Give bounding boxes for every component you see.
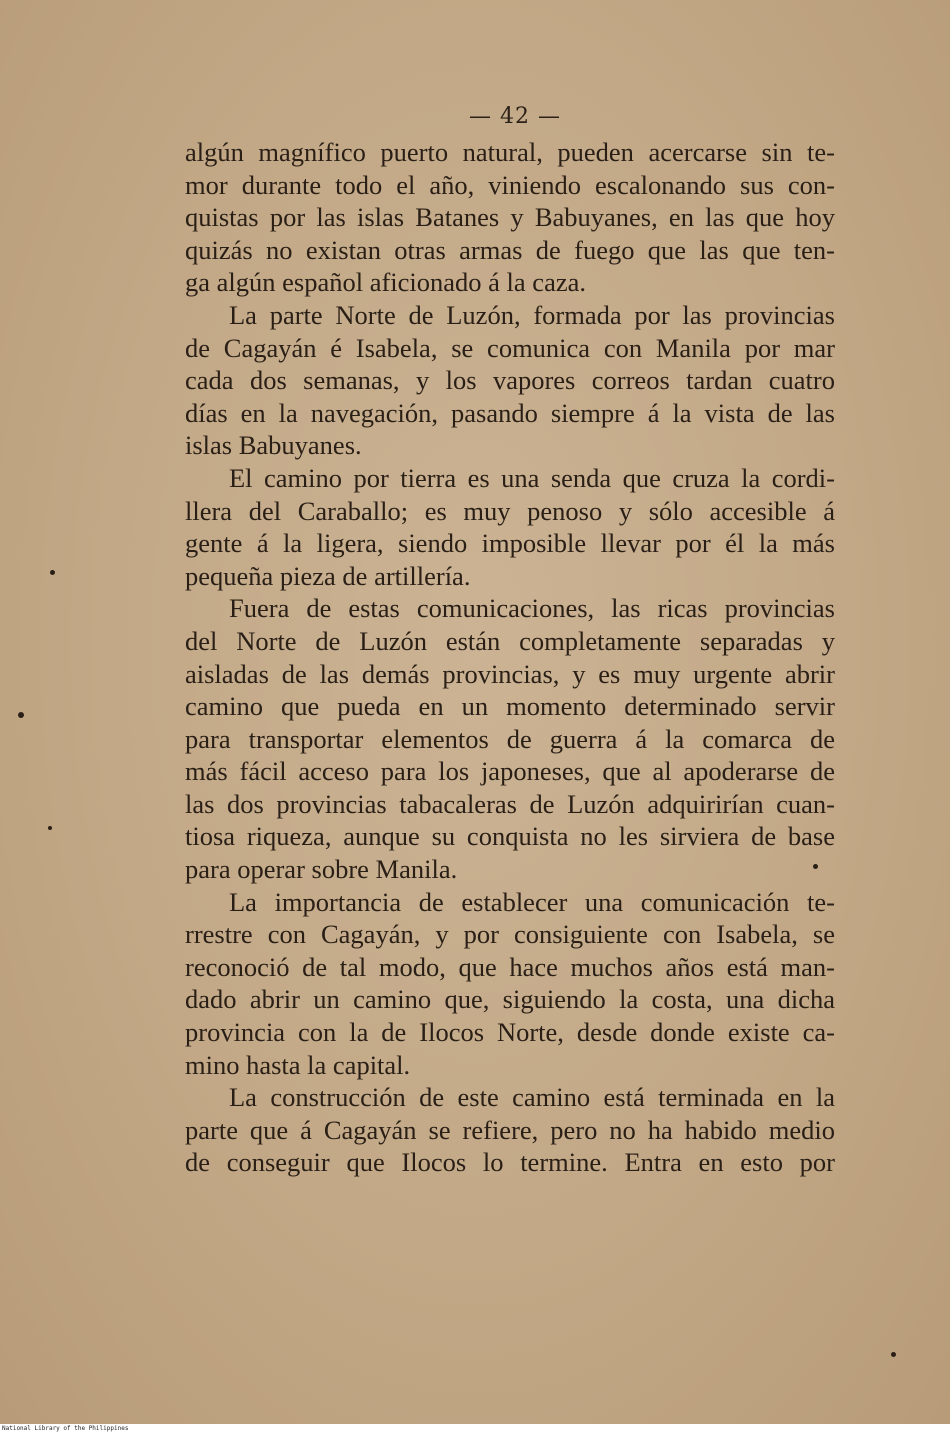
text-line: tiosa riqueza, aunque su conquista no les sirviera de base bbox=[185, 821, 835, 852]
text-line: El camino por tierra es una senda que cruza la cordi- bbox=[229, 462, 835, 493]
text-line: mor durante todo el año, viniendo escalonando sus con- bbox=[185, 169, 835, 200]
text-line: aisladas de las demás provincias, y es muy urgente abrir bbox=[185, 658, 835, 689]
text-line: quistas por las islas Batanes y Babuyanes, en las que hoy bbox=[185, 202, 835, 233]
text-line: días en la navegación, pasando siempre á la vista de las bbox=[185, 397, 835, 428]
text-line: para transportar elementos de guerra á la comarca de bbox=[185, 723, 835, 754]
text-line: mino hasta la capital. bbox=[185, 1049, 411, 1080]
text-line: ga algún español aficionado á la caza. bbox=[185, 267, 586, 298]
paragraph bbox=[185, 886, 835, 1082]
paragraph bbox=[185, 299, 835, 462]
page-number: — 42 — bbox=[469, 104, 561, 129]
text-line: cada dos semanas, y los vapores correos tardan cuatro bbox=[185, 365, 835, 396]
text-line: La parte Norte de Luzón, formada por las provincias bbox=[229, 299, 835, 330]
text-line: de conseguir que Ilocos lo termine. Entra en esto por bbox=[185, 1147, 835, 1178]
text-line: del Norte de Luzón están completamente separadas y bbox=[185, 625, 835, 656]
text-line: provincia con la de Ilocos Norte, desde donde existe ca- bbox=[185, 1017, 835, 1048]
scan-speck bbox=[18, 712, 24, 718]
paragraph bbox=[185, 1081, 835, 1179]
paragraph bbox=[185, 462, 835, 592]
text-line: pequeña pieza de artillería. bbox=[185, 560, 471, 591]
paragraph bbox=[185, 136, 835, 299]
text-line: dado abrir un camino que, siguiendo la costa, una dicha bbox=[185, 984, 835, 1015]
scan-speck bbox=[50, 570, 55, 575]
text-line: para operar sobre Manila. bbox=[185, 854, 458, 885]
text-line: reconoció de tal modo, que hace muchos años está man- bbox=[185, 951, 835, 982]
text-line: parte que á Cagayán se refiere, pero no ha habido medio bbox=[185, 1114, 835, 1145]
text-line: La importancia de establecer una comunicación te- bbox=[229, 886, 835, 917]
text-line: gente á la ligera, siendo imposible llevar por él la más bbox=[185, 528, 835, 559]
text-line: rrestre con Cagayán, y por consiguiente con Isabela, se bbox=[185, 919, 835, 950]
paragraph bbox=[185, 592, 835, 885]
text-line: más fácil acceso para los japoneses, que al apoderarse de bbox=[185, 756, 835, 787]
text-line: de Cagayán é Isabela, se comunica con Manila por mar bbox=[185, 332, 835, 363]
text-line: las dos provincias tabacaleras de Luzón adquirirían cuan- bbox=[185, 788, 835, 819]
scan-speck bbox=[891, 1352, 896, 1357]
text-line: algún magnífico puerto natural, pueden acercarse sin te- bbox=[185, 137, 835, 167]
text-line: quizás no existan otras armas de fuego que las que ten- bbox=[185, 234, 835, 265]
text-line: La construcción de este camino está terminada en la bbox=[229, 1082, 835, 1113]
text-line: llera del Caraballo; es muy penoso y sólo accesible á bbox=[185, 495, 835, 526]
scan-speck bbox=[813, 864, 818, 869]
text-line: Fuera de estas comunicaciones, las ricas provincias bbox=[229, 593, 835, 624]
text-line: camino que pueda en un momento determinado servir bbox=[185, 691, 835, 722]
text-line: islas Babuyanes. bbox=[185, 430, 362, 461]
footer-credit: National Library of the Philippines bbox=[0, 1424, 950, 1433]
scan-speck bbox=[48, 826, 52, 830]
body-text bbox=[185, 136, 835, 1179]
